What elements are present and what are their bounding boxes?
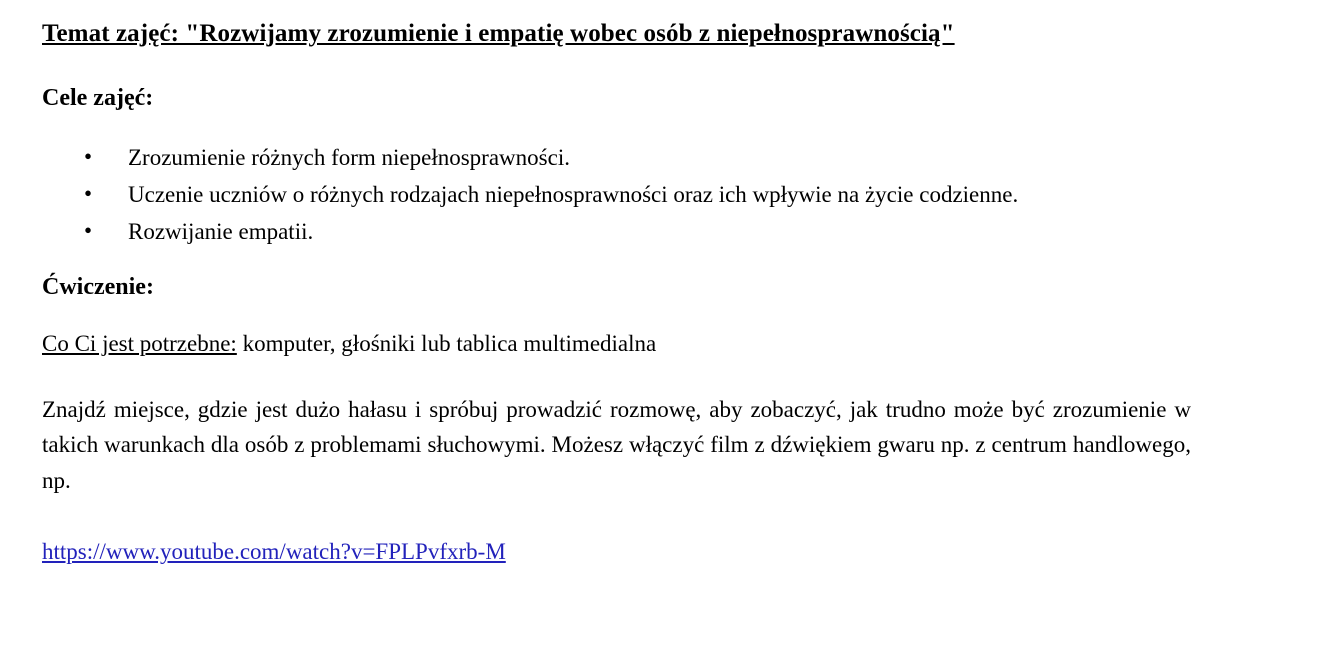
list-item [42,178,1261,213]
list-item-text: Zrozumienie różnych form niepełnosprawności. [128,145,570,171]
youtube-link[interactable]: https://www.youtube.com/watch?v=FPLPvfxrb-M [42,539,506,565]
goals-list [42,141,1261,250]
exercise-paragraph-text: Znajdź miejsce, gdzie jest dużo hałasu i spróbuj prowadzić rozmowę, aby zobaczyć, jak trudno może być zrozumienie w takich warunkach dla osób z problemami słuchowymi. Możesz włączyć film z dźwiękiem gwaru np. z centrum handlowego, np. [42,396,1191,493]
bullet-icon: • [84,218,93,244]
list-item-text: Rozwijanie empatii. [128,219,314,245]
exercise-paragraph [42,392,1261,570]
materials-line [42,327,1261,362]
goals-heading: Cele zajęć: [42,85,154,112]
page-title: Temat zajęć: "Rozwijamy zrozumienie i empatię wobec osób z niepełnosprawnością" [42,20,955,47]
list-item [42,141,1261,176]
materials-label: Co Ci jest potrzebne: [42,331,237,357]
exercise-heading: Ćwiczenie: [42,274,154,301]
list-item [42,215,1261,250]
bullet-icon: • [84,144,93,170]
bullet-icon: • [84,181,93,207]
materials-text: komputer, głośniki lub tablica multimedialna [236,331,657,357]
list-item-text: Uczenie uczniów o różnych rodzajach niepełnosprawności oraz ich wpływie na życie codzienne. [128,182,1019,208]
